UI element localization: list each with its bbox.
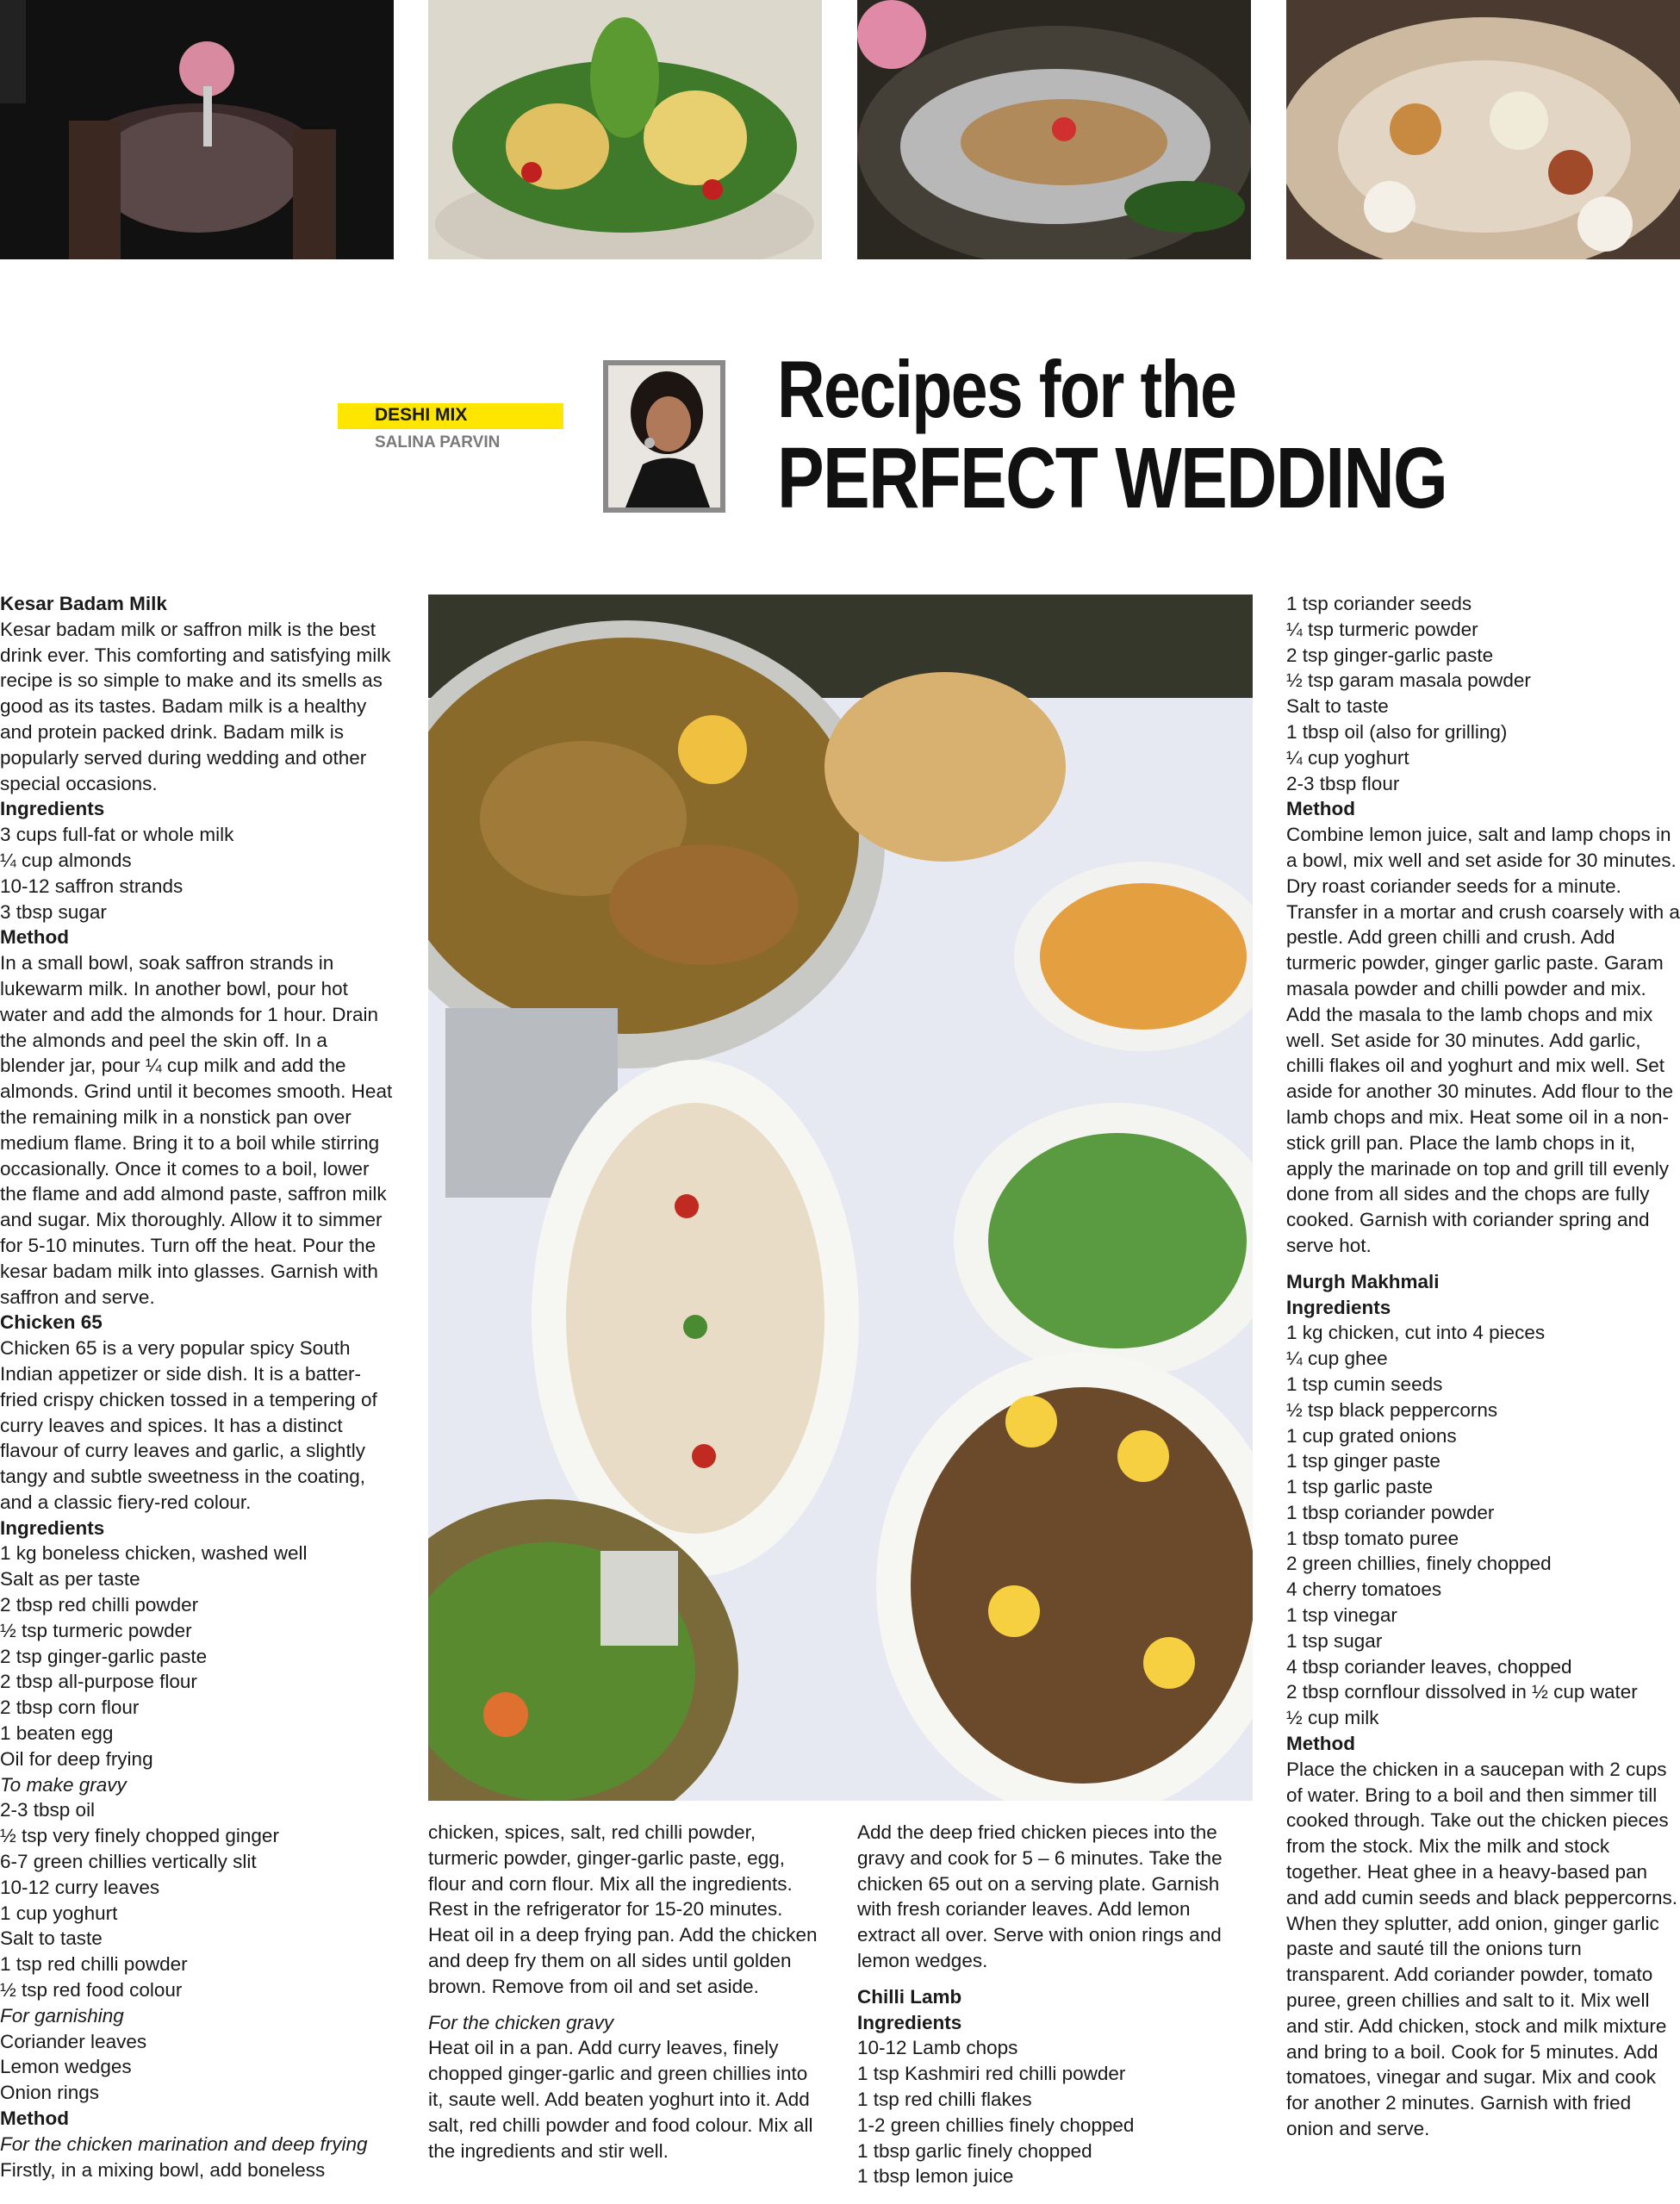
paragraph-spacer bbox=[857, 1974, 1254, 1984]
subheading: Chilli Lamb bbox=[857, 1985, 962, 2008]
body-text: 2-3 tbsp flour bbox=[1286, 772, 1400, 794]
body-text: ½ tsp turmeric powder bbox=[0, 1619, 192, 1641]
body-text: 1 kg boneless chicken, washed well bbox=[0, 1542, 308, 1565]
body-text: 2 tsp ginger-garlic paste bbox=[1286, 644, 1494, 666]
body-text: Chicken 65 is a very popular spicy South Indian appetizer or side dish. It is a batter-fried crispy chicken tossed in a tempering of curry leaves and spices. It has a distinct flavour of curry leaves and garlic, a slightly tangy and subtle sweetness in the coating, and a classic fiery-red colour. bbox=[0, 1337, 377, 1513]
body-text: 1 cup yoghurt bbox=[0, 1902, 118, 1924]
photo-wedding-buffet-spread bbox=[428, 595, 1253, 1801]
subheading: Kesar Badam Milk bbox=[0, 593, 167, 614]
body-text: 1 tsp coriander seeds bbox=[1286, 593, 1472, 614]
body-text: Onion rings bbox=[0, 2082, 100, 2104]
subheading: Method bbox=[0, 926, 69, 949]
paragraph-spacer bbox=[1286, 1259, 1680, 1269]
subheading: Method bbox=[1286, 1733, 1355, 1755]
body-text: Lemon wedges bbox=[0, 2056, 132, 2078]
subheading: Ingredients bbox=[0, 1516, 105, 1539]
body-text: Place the chicken in a saucepan with 2 cups of water. Bring to a boil and then simmer till cooked through. Take out the chicken pieces from the stock. Mix the milk and stock together. Heat ghee in a heavy-based pan and add cumin seeds and black peppercorns. When they splutter, add onion, ginger garlic paste and sauté till the onions turn transparent. Add coriander powder, tomato puree, green chillies and salt to it. Mix well and stir. Add chicken, stock and milk mixture and bring to a boil. Cook for 5 minutes. Add tomatoes, vinegar and sugar. Mix and cook for another 2 minutes. Garnish with fried onion and serve. bbox=[1286, 1758, 1678, 2140]
body-text: ½ tsp black peppercorns bbox=[1286, 1398, 1498, 1421]
text-column-4 bbox=[1286, 591, 1680, 2142]
subheading: Ingredients bbox=[857, 2011, 962, 2033]
body-text: 10-12 saffron strands bbox=[0, 875, 184, 897]
body-text: Coriander leaves bbox=[0, 2030, 147, 2052]
text-column-2 bbox=[428, 1820, 824, 2164]
body-text: ½ tsp garam masala powder bbox=[1286, 669, 1531, 692]
body-text: 1 tsp cumin seeds bbox=[1286, 1373, 1443, 1395]
body-text: 2 tbsp red chilli powder bbox=[0, 1594, 199, 1616]
body-text: ¼ tsp turmeric powder bbox=[1286, 618, 1478, 640]
body-text: 1 tsp vinegar bbox=[1286, 1604, 1397, 1627]
text-column-3 bbox=[857, 1820, 1254, 2189]
body-text: 1 tbsp lemon juice bbox=[857, 2165, 1014, 2188]
body-text: Add the deep fried chicken pieces into the gravy and cook for 5 – 6 minutes. Take the chicken 65 out on a serving plate. Garnish with fresh coriander leaves. Add lemon extract all over. Serve with onion rings and lemon wedges. bbox=[857, 1821, 1223, 1971]
body-text: Oil for deep frying bbox=[0, 1747, 153, 1770]
body-text: 2 tbsp corn flour bbox=[0, 1697, 140, 1719]
body-text: 1 tsp red chilli powder bbox=[0, 1953, 188, 1976]
body-text: 1 tsp ginger paste bbox=[1286, 1450, 1440, 1472]
body-text: 1 tbsp oil (also for grilling) bbox=[1286, 720, 1508, 743]
italic-subheading: To make gravy bbox=[0, 1773, 127, 1796]
body-text: Firstly, in a mixing bowl, add boneless bbox=[0, 2158, 326, 2181]
body-text: 1 tsp sugar bbox=[1286, 1629, 1383, 1652]
body-text: 3 tbsp sugar bbox=[0, 900, 107, 923]
body-text: 10-12 curry leaves bbox=[0, 1876, 160, 1898]
paragraph-spacer bbox=[428, 2000, 824, 2010]
body-text: Combine lemon juice, salt and lamp chops in a bowl, mix well and set aside for 30 minutes. Dry roast coriander seeds for a minute. Transfer in a mortar and crush coarsely with a pestle. Add green chilli and crush. Add turmeric powder, ginger garlic paste. Garam masala powder and chilli powder and mix. Add the masala to the lamb chops and mix well. Set aside for 30 minutes. Add garlic, chilli flakes oil and yoghurt and mix well. Set aside for another 30 minutes. Add flour to the lamb chops and mix. Heat some oil in a non-stick grill pan. Place the lamb chops in it, apply the marinade on top and grill till evenly done from all sides and the chops are fully cooked. Garnish with coriander spring and serve hot. bbox=[1286, 824, 1680, 1256]
photo-round-table-setting bbox=[1286, 0, 1680, 259]
body-text: 2 tbsp cornflour dissolved in ½ cup water bbox=[1286, 1681, 1638, 1703]
photo-vegetable-carving bbox=[428, 0, 822, 259]
body-text: 2 tbsp all-purpose flour bbox=[0, 1671, 197, 1693]
body-text: 3 cups full-fat or whole milk bbox=[0, 824, 234, 846]
body-text: 1 tbsp garlic finely chopped bbox=[857, 2139, 1092, 2162]
subheading: Chicken 65 bbox=[0, 1311, 103, 1334]
body-text: Salt to taste bbox=[0, 1927, 103, 1950]
author-portrait bbox=[603, 360, 725, 513]
italic-subheading: For garnishing bbox=[0, 2004, 124, 2027]
body-text: 1 tsp red chilli flakes bbox=[857, 2088, 1032, 2110]
body-text: 4 tbsp coriander leaves, chopped bbox=[1286, 1655, 1572, 1678]
subheading: Ingredients bbox=[1286, 1296, 1391, 1318]
body-text: 1 tsp Kashmiri red chilli powder bbox=[857, 2063, 1126, 2085]
body-text: Salt as per taste bbox=[0, 1568, 140, 1591]
body-text: Salt to taste bbox=[1286, 695, 1389, 718]
body-text: ½ tsp very finely chopped ginger bbox=[0, 1825, 279, 1847]
body-text: 1 kg chicken, cut into 4 pieces bbox=[1286, 1322, 1546, 1344]
body-text: 10-12 Lamb chops bbox=[857, 2037, 1018, 2059]
page-title-line-2: PERFECT WEDDING bbox=[777, 430, 1447, 526]
body-text: ½ tsp red food colour bbox=[0, 1979, 183, 2002]
body-text: 4 cherry tomatoes bbox=[1286, 1578, 1442, 1601]
subheading: Method bbox=[0, 2107, 69, 2130]
italic-subheading: For the chicken gravy bbox=[428, 2011, 614, 2033]
body-text: 1 cup grated onions bbox=[1286, 1424, 1457, 1447]
author-byline: SALINA PARVIN bbox=[375, 433, 501, 451]
body-text: Heat oil in a pan. Add curry leaves, finely chopped ginger-garlic and green chillies into it, saute well. Add beaten yoghurt into it. Add salt, red chilli powder and food colour. Mix all the ingredients and stir well. bbox=[428, 2037, 813, 2162]
body-text: 6-7 green chillies vertically slit bbox=[0, 1851, 257, 1873]
text-column-1 bbox=[0, 591, 396, 2182]
subheading: Ingredients bbox=[0, 798, 105, 820]
body-text: 2-3 tbsp oil bbox=[0, 1799, 96, 1821]
photo-wedding-table-dark bbox=[0, 0, 394, 259]
body-text: 2 green chillies, finely chopped bbox=[1286, 1553, 1552, 1575]
subheading: Method bbox=[1286, 798, 1355, 820]
body-text: 1-2 green chillies finely chopped bbox=[857, 2114, 1135, 2136]
body-text: 1 tbsp coriander powder bbox=[1286, 1501, 1495, 1523]
body-text: chicken, spices, salt, red chilli powder, turmeric powder, ginger-garlic paste, egg, flour and corn flour. Mix all the ingredients. Rest in the refrigerator for 15-20 minutes. Heat oil in a deep frying pan. Add the chicken and deep fry them on all sides until golden brown. Remove from oil and set aside. bbox=[428, 1821, 818, 1997]
subheading: Murgh Makhmali bbox=[1286, 1270, 1440, 1292]
photo-fish-dish bbox=[857, 0, 1251, 259]
body-text: Kesar badam milk or saffron milk is the best drink ever. This comforting and satisfying milk recipe is so simple to make and its smells as good as its tastes. Badam milk is a healthy and protein packed drink. Badam milk is popularly served during wedding and other special occasions. bbox=[0, 618, 391, 794]
body-text: 1 beaten egg bbox=[0, 1722, 114, 1745]
italic-subheading: For the chicken marination and deep frying bbox=[0, 2132, 368, 2155]
body-text: ¼ cup almonds bbox=[0, 849, 132, 871]
page-title-line-1: Recipes for the bbox=[777, 344, 1236, 434]
body-text: 2 tsp ginger-garlic paste bbox=[0, 1645, 208, 1667]
body-text: In a small bowl, soak saffron strands in lukewarm milk. In another bowl, pour hot water and add the almonds for 1 hour. Drain the almonds and peel the skin off. In a blender jar, pour ¼ cup milk and add the almonds. Grind until it becomes smooth. Heat the remaining milk in a nonstick pan over medium flame. Bring it to a boil while stirring occasionally. Once it comes to a boil, lower the flame and add almond paste, saffron milk and sugar. Mix thoroughly. Allow it to simmer for 5-10 minutes. Turn off the heat. Pour the kesar badam milk into glasses. Garnish with saffron and serve. bbox=[0, 952, 393, 1308]
body-text: ¼ cup ghee bbox=[1286, 1348, 1388, 1370]
body-text: 1 tsp garlic paste bbox=[1286, 1476, 1434, 1498]
body-text: 1 tbsp tomato puree bbox=[1286, 1527, 1459, 1549]
section-label: DESHI MIX bbox=[375, 405, 468, 425]
body-text: ½ cup milk bbox=[1286, 1707, 1379, 1729]
body-text: ¼ cup yoghurt bbox=[1286, 746, 1409, 769]
